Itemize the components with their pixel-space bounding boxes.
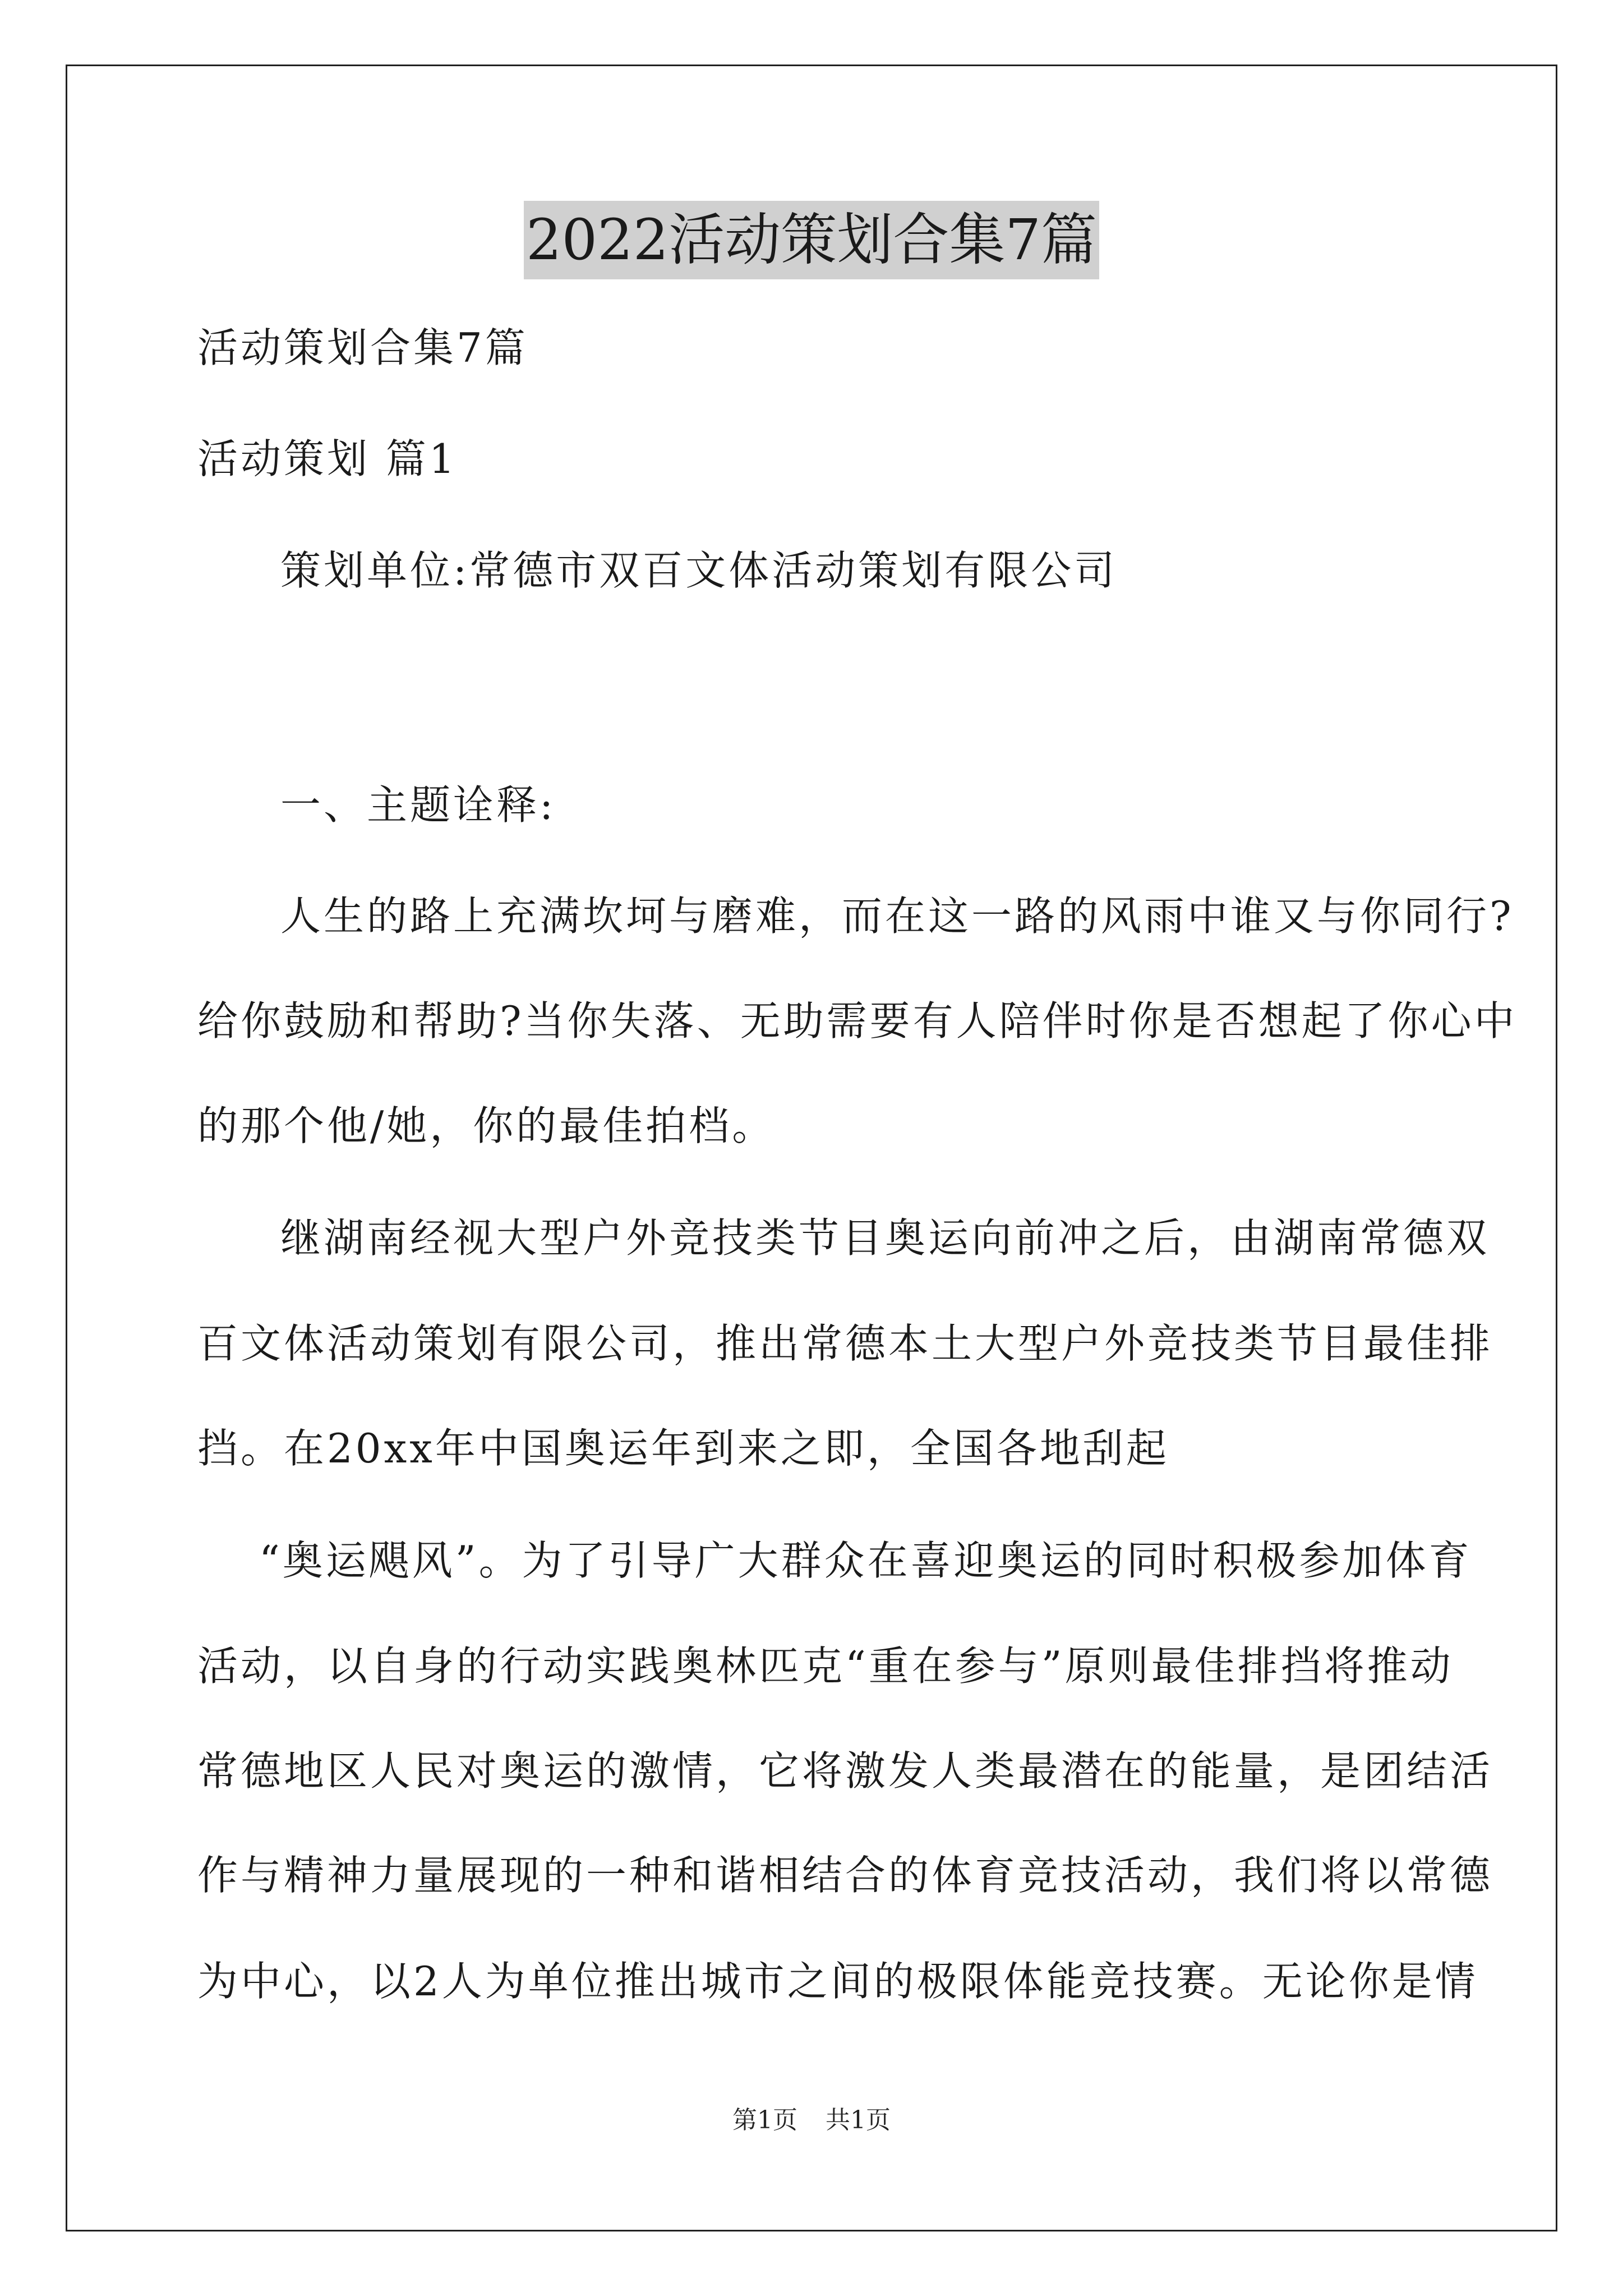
- paragraph-line: 为中心，以2人为单位推出城市之间的极限体能竞技赛。无论你是情: [197, 1958, 1478, 2005]
- document-subtitle: 活动策划合集7篇: [197, 324, 528, 371]
- paragraph-line: 百文体活动策划有限公司，推出常德本土大型户外竞技类节目最佳排: [197, 1320, 1493, 1367]
- paragraph-line: 作与精神力量展现的一种和谐相结合的体育竞技活动，我们将以常德: [197, 1852, 1493, 1899]
- paragraph-line: 给你鼓励和帮助?当你失落、无助需要有人陪伴时你是否想起了你心中: [197, 997, 1518, 1045]
- paragraph-line: 继湖南经视大型户外竞技类节目奥运向前冲之后，由湖南常德双: [280, 1214, 1490, 1262]
- paragraph-line: 人生的路上充满坎坷与磨难，而在这一路的风雨中谁又与你同行?: [280, 892, 1514, 940]
- page-number-total: 共1页: [826, 2106, 891, 2134]
- planner-line: 策划单位:常德市双百文体活动策划有限公司: [280, 547, 1118, 594]
- paragraph-line: 的那个他/她，你的最佳拍档。: [197, 1102, 776, 1149]
- theme-heading: 一、主题诠释:: [280, 781, 556, 829]
- section-heading: 活动策划 篇1: [197, 435, 458, 482]
- paragraph-line: 挡。在20xx年中国奥运年到来之即，全国各地刮起: [197, 1425, 1169, 1472]
- paragraph-line: “奥运飓风”。为了引导广大群众在喜迎奥运的同时积极参加体育: [259, 1537, 1472, 1584]
- document-title: 2022活动策划合集7篇: [0, 201, 1623, 279]
- page-footer: [0, 2104, 1623, 2137]
- paragraph-line: 活动，以自身的行动实践奥林匹克“重在参与”原则最佳排挡将推动: [197, 1642, 1454, 1690]
- paragraph-line: 常德地区人民对奥运的激情，它将激发人类最潜在的能量，是团结活: [197, 1747, 1493, 1795]
- page-number-current: 第1页: [732, 2106, 797, 2134]
